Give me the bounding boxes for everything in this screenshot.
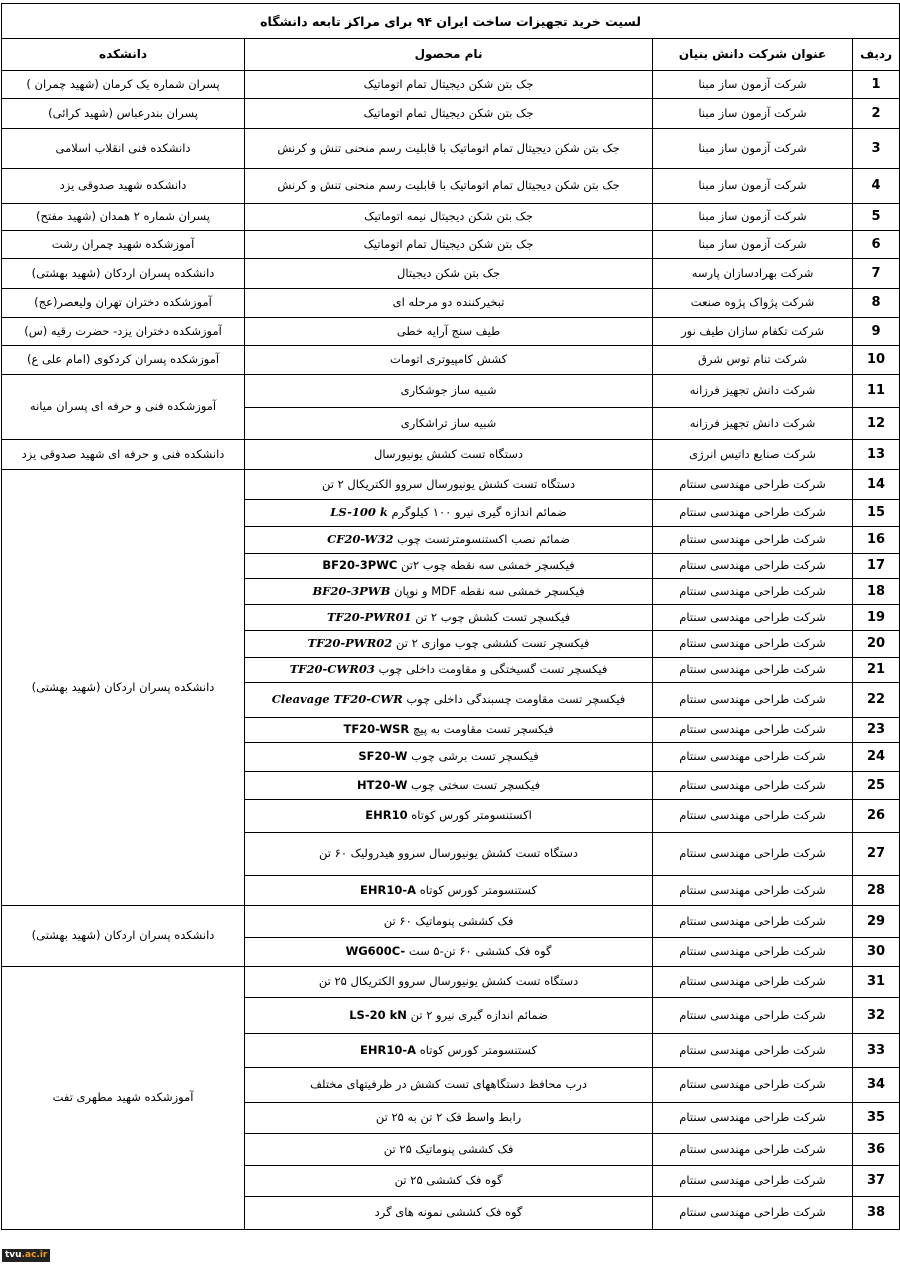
- product-name: فیکسچر خمشی سه نقطه MDF و نوپان: [394, 583, 585, 598]
- product-name: فیکسچر خمشی سه نقطه چوب ۲تن: [401, 558, 575, 573]
- product-model-code: TF20-CWR03: [289, 662, 375, 677]
- product-model-code: EHR10-A: [360, 1042, 417, 1057]
- table-row: [2, 289, 900, 318]
- product-name: درب محافظ دستگاههای تست کشش در ظرفیتهای مختلف: [310, 1077, 587, 1092]
- table-row: [2, 71, 900, 99]
- row-number: 4: [853, 169, 900, 204]
- product-name: ضمائم اندازه گیری نیرو ۱۰۰ کیلوگرم: [391, 505, 567, 520]
- product-cell: [245, 1068, 653, 1103]
- product-cell: [245, 833, 653, 876]
- company-cell: شرکت صنایع داتیس انرژی: [653, 440, 853, 470]
- product-cell: [245, 259, 653, 289]
- product-name: کستنسومتر کورس کوتاه: [419, 1042, 538, 1057]
- university-cell: پسران شماره ۲ همدان (شهید مفتح): [2, 204, 245, 231]
- row-number: 22: [853, 683, 900, 718]
- row-number: 31: [853, 967, 900, 998]
- header-product: نام محصول: [245, 39, 653, 71]
- row-number: 29: [853, 906, 900, 938]
- table-row: [2, 967, 900, 998]
- product-name: ضمائم اندازه گیری نیرو ۲ تن: [410, 1007, 548, 1022]
- product-cell: [245, 1034, 653, 1068]
- company-cell: شرکت آزمون ساز مبنا: [653, 204, 853, 231]
- product-cell: [245, 554, 653, 579]
- product-cell: [245, 527, 653, 554]
- row-number: 24: [853, 743, 900, 772]
- company-cell: شرکت پژواک پژوه صنعت: [653, 289, 853, 318]
- product-model-code: TF20-PWR01: [327, 609, 412, 624]
- product-name: فک کششی پنوماتیک ۶۰ تن: [383, 913, 514, 928]
- university-cell: دانشکده پسران اردکان (شهید بهشتی): [2, 906, 245, 967]
- row-number: 32: [853, 998, 900, 1034]
- product-name: تبخیرکننده دو مرحله ای: [392, 295, 505, 310]
- company-cell: شرکت طراحی مهندسی سنتام: [653, 906, 853, 938]
- table-row: [2, 169, 900, 204]
- company-cell: شرکت تنام توس شرق: [653, 346, 853, 375]
- product-name: فیکسچر تست کششی چوب موازی ۲ تن: [395, 636, 590, 651]
- product-name: ضمائم نصب اکستنسومترتست چوب: [397, 532, 571, 547]
- product-name: فیکسچر تست برشی چوب: [411, 749, 539, 764]
- product-cell: [245, 967, 653, 998]
- header-row-number: ردیف: [853, 39, 900, 71]
- row-number: 21: [853, 658, 900, 683]
- table-row: [2, 906, 900, 938]
- university-cell: پسران شماره یک کرمان (شهید چمران ): [2, 71, 245, 99]
- product-cell: [245, 1166, 653, 1197]
- product-cell: [245, 998, 653, 1034]
- table-row: [2, 375, 900, 408]
- title-row: [2, 4, 900, 39]
- row-number: 6: [853, 231, 900, 259]
- company-cell: شرکت طراحی مهندسی سنتام: [653, 967, 853, 998]
- university-cell: آموزشکده پسران کردکوی (امام علی ع): [2, 346, 245, 375]
- product-name: جک بتن شکن دیجیتال تمام اتوماتیک: [363, 236, 534, 251]
- product-name: شبیه ساز تراشکاری: [400, 415, 497, 430]
- product-name: فک کششی پنوماتیک ۲۵ تن: [383, 1141, 514, 1156]
- company-cell: شرکت طراحی مهندسی سنتام: [653, 1068, 853, 1103]
- company-cell: شرکت طراحی مهندسی سنتام: [653, 1197, 853, 1230]
- row-number: 35: [853, 1103, 900, 1134]
- product-name: جک بتن شکن دیجیتال: [397, 265, 501, 280]
- product-name: فیکسچر تست کشش چوب ۲ تن: [415, 609, 571, 624]
- header-university: دانشکده: [2, 39, 245, 71]
- university-cell: آموزشکده فنی و حرفه ای پسران میانه: [2, 375, 245, 440]
- row-number: 1: [853, 71, 900, 99]
- product-cell: [245, 408, 653, 440]
- product-name: جک بتن شکن دیجیتال نیمه اتوماتیک: [364, 209, 533, 224]
- product-cell: [245, 1197, 653, 1230]
- product-name: رابط واسط فک ۲ تن به ۲۵ تن: [375, 1110, 522, 1125]
- product-cell: [245, 800, 653, 833]
- row-number: 25: [853, 772, 900, 800]
- company-cell: شرکت طراحی مهندسی سنتام: [653, 658, 853, 683]
- company-cell: شرکت طراحی مهندسی سنتام: [653, 743, 853, 772]
- product-cell: [245, 906, 653, 938]
- row-number: 10: [853, 346, 900, 375]
- row-number: 11: [853, 375, 900, 408]
- row-number: 9: [853, 318, 900, 346]
- company-cell: شرکت طراحی مهندسی سنتام: [653, 1103, 853, 1134]
- table-row: [2, 259, 900, 289]
- product-name: گوه فک کششی ۶۰ تن-۵ ست: [408, 944, 552, 959]
- row-number: 19: [853, 605, 900, 631]
- row-number: 36: [853, 1134, 900, 1166]
- row-number: 30: [853, 938, 900, 967]
- product-model-code: EHR10-A: [360, 882, 417, 897]
- product-name: کستنسومتر کورس کوتاه: [419, 882, 538, 897]
- product-cell: [245, 500, 653, 527]
- product-cell: [245, 579, 653, 605]
- row-number: 3: [853, 129, 900, 169]
- row-number: 7: [853, 259, 900, 289]
- table-row: [2, 99, 900, 129]
- product-name: دستگاه تست کشش یونیورسال سروو الکتریکال ۲۵ تن: [318, 974, 579, 989]
- row-number: 37: [853, 1166, 900, 1197]
- row-number: 14: [853, 470, 900, 500]
- row-number: 8: [853, 289, 900, 318]
- university-cell: آموزشکده شهید مطهری تفت: [2, 967, 245, 1230]
- company-cell: شرکت طراحی مهندسی سنتام: [653, 605, 853, 631]
- company-cell: شرکت آزمون ساز مبنا: [653, 99, 853, 129]
- product-cell: [245, 169, 653, 204]
- table-row: [2, 318, 900, 346]
- product-cell: [245, 289, 653, 318]
- product-cell: [245, 71, 653, 99]
- company-cell: شرکت طراحی مهندسی سنتام: [653, 470, 853, 500]
- product-name: فیکسچر تست مقاومت چسبندگی داخلی چوب: [406, 692, 626, 707]
- row-number: 13: [853, 440, 900, 470]
- university-cell: دانشکده شهید صدوقی یزد: [2, 169, 245, 204]
- product-name: فیکسچر تست سختی چوب: [411, 777, 541, 792]
- product-name: گوه فک کششی نمونه های گرد: [374, 1205, 523, 1220]
- product-name: دستگاه تست کشش یونیورسال سروو هیدرولیک ۶۰ تن: [319, 846, 579, 861]
- table-row: [2, 129, 900, 169]
- company-cell: شرکت طراحی مهندسی سنتام: [653, 772, 853, 800]
- table-row: [2, 231, 900, 259]
- row-number: 12: [853, 408, 900, 440]
- product-cell: [245, 1103, 653, 1134]
- product-cell: [245, 683, 653, 718]
- company-cell: شرکت آزمون ساز مبنا: [653, 129, 853, 169]
- product-model-code: LS-20 kN: [349, 1007, 407, 1022]
- university-cell: دانشکده فنی انقلاب اسلامی: [2, 129, 245, 169]
- company-cell: شرکت طراحی مهندسی سنتام: [653, 527, 853, 554]
- product-name: طیف سنج آرایه خطی: [396, 323, 501, 338]
- product-cell: [245, 231, 653, 259]
- product-name: فیکسچر تست گسیختگی و مقاومت داخلی چوب: [378, 662, 608, 677]
- row-number: 27: [853, 833, 900, 876]
- product-model-code: EHR10: [365, 808, 408, 823]
- product-name: دستگاه تست کشش یونیورسال: [374, 446, 524, 461]
- company-cell: شرکت طراحی مهندسی سنتام: [653, 833, 853, 876]
- product-cell: [245, 375, 653, 408]
- company-cell: شرکت تکفام سازان طیف نور: [653, 318, 853, 346]
- university-cell: دانشکده پسران اردکان (شهید بهشتی): [2, 470, 245, 906]
- row-number: 20: [853, 631, 900, 658]
- row-number: 17: [853, 554, 900, 579]
- company-cell: شرکت طراحی مهندسی سنتام: [653, 938, 853, 967]
- product-model-code: BF20-3PWC: [322, 558, 398, 573]
- university-cell: دانشکده فنی و حرفه ای شهید صدوقی یزد: [2, 440, 245, 470]
- row-number: 23: [853, 718, 900, 743]
- company-cell: شرکت آزمون ساز مبنا: [653, 231, 853, 259]
- row-number: 2: [853, 99, 900, 129]
- university-cell: آموزشکده دختران یزد- حضرت رقیه (س): [2, 318, 245, 346]
- row-number: 5: [853, 204, 900, 231]
- product-cell: [245, 470, 653, 500]
- company-cell: شرکت طراحی مهندسی سنتام: [653, 683, 853, 718]
- company-cell: شرکت طراحی مهندسی سنتام: [653, 554, 853, 579]
- product-cell: [245, 772, 653, 800]
- row-number: 16: [853, 527, 900, 554]
- company-cell: شرکت آزمون ساز مبنا: [653, 71, 853, 99]
- university-cell: آموزشکده شهید چمران رشت: [2, 231, 245, 259]
- product-cell: [245, 440, 653, 470]
- watermark-brand: tvu: [5, 1250, 22, 1260]
- product-cell: [245, 1134, 653, 1166]
- product-cell: [245, 718, 653, 743]
- product-cell: [245, 346, 653, 375]
- product-model-code: HT20-W: [356, 777, 408, 792]
- product-cell: [245, 99, 653, 129]
- product-name: جک بتن شکن دیجیتال تمام اتوماتیک با قابلیت رسم منحنی تنش و کرنش: [277, 140, 620, 155]
- company-cell: شرکت طراحی مهندسی سنتام: [653, 1134, 853, 1166]
- product-name: اکستنسومتر کورس کوتاه: [411, 808, 532, 823]
- row-number: 26: [853, 800, 900, 833]
- product-model-code: BF20-3PWB: [312, 583, 391, 598]
- company-cell: شرکت طراحی مهندسی سنتام: [653, 718, 853, 743]
- company-cell: شرکت طراحی مهندسی سنتام: [653, 876, 853, 906]
- product-cell: [245, 318, 653, 346]
- company-cell: شرکت طراحی مهندسی سنتام: [653, 1034, 853, 1068]
- company-cell: شرکت طراحی مهندسی سنتام: [653, 1166, 853, 1197]
- product-cell: [245, 743, 653, 772]
- watermark-suffix: .ac.ir: [21, 1250, 48, 1260]
- company-cell: شرکت طراحی مهندسی سنتام: [653, 800, 853, 833]
- product-model-code: CF20-W32: [327, 532, 394, 547]
- product-name: فیکسچر تست مقاومت به پیچ: [412, 722, 554, 737]
- company-cell: شرکت طراحی مهندسی سنتام: [653, 579, 853, 605]
- site-watermark: [2, 1249, 50, 1262]
- product-cell: [245, 204, 653, 231]
- product-name: جک بتن شکن دیجیتال تمام اتوماتیک: [363, 76, 534, 91]
- university-cell: پسران بندرعباس (شهید کرائی): [2, 99, 245, 129]
- university-cell: دانشکده پسران اردکان (شهید بهشتی): [2, 259, 245, 289]
- product-model-code: TF20-PWR02: [307, 636, 393, 651]
- product-cell: [245, 876, 653, 906]
- table-row: [2, 470, 900, 500]
- product-model-code: SF20-W: [358, 749, 408, 764]
- product-name: دستگاه تست کشش یونیورسال سروو الکتریکال ۲ تن: [321, 476, 576, 491]
- company-cell: شرکت طراحی مهندسی سنتام: [653, 500, 853, 527]
- product-name: شبیه ساز جوشکاری: [400, 383, 497, 398]
- row-number: 28: [853, 876, 900, 906]
- product-model-code: WG600C-: [345, 944, 406, 959]
- row-number: 38: [853, 1197, 900, 1230]
- document-title: لسیت خرید تجهیزات ساخت ایران ۹۴ برای مراکز تابعه دانشگاه: [2, 4, 900, 39]
- company-cell: شرکت طراحی مهندسی سنتام: [653, 998, 853, 1034]
- row-number: 34: [853, 1068, 900, 1103]
- company-cell: شرکت دانش تجهیز فرزانه: [653, 375, 853, 408]
- product-model-code: LS-100 k: [330, 505, 388, 520]
- header-row: [2, 39, 900, 71]
- product-name: جک بتن شکن دیجیتال تمام اتوماتیک: [363, 105, 534, 120]
- company-cell: شرکت دانش تجهیز فرزانه: [653, 408, 853, 440]
- product-cell: [245, 658, 653, 683]
- header-company: عنوان شرکت دانش بنیان: [653, 39, 853, 71]
- product-cell: [245, 938, 653, 967]
- product-name: جک بتن شکن دیجیتال تمام اتوماتیک با قابلیت رسم منحنی تنش و کرنش: [277, 178, 620, 193]
- product-cell: [245, 129, 653, 169]
- product-model-code: Cleavage TF20-CWR: [271, 692, 403, 707]
- company-cell: شرکت طراحی مهندسی سنتام: [653, 631, 853, 658]
- row-number: 18: [853, 579, 900, 605]
- product-cell: [245, 605, 653, 631]
- equipment-table: [1, 3, 900, 1230]
- company-cell: شرکت بهرادسازان پارسه: [653, 259, 853, 289]
- university-cell: آموزشکده دختران تهران ولیعصر(عج): [2, 289, 245, 318]
- product-name: گوه فک کششی ۲۵ تن: [394, 1173, 503, 1188]
- table-row: [2, 440, 900, 470]
- product-cell: [245, 631, 653, 658]
- row-number: 15: [853, 500, 900, 527]
- product-name: کشش کامپیوتری اتومات: [389, 352, 508, 367]
- company-cell: شرکت آزمون ساز مبنا: [653, 169, 853, 204]
- table-row: [2, 346, 900, 375]
- product-model-code: TF20-WSR: [343, 722, 410, 737]
- table-row: [2, 204, 900, 231]
- row-number: 33: [853, 1034, 900, 1068]
